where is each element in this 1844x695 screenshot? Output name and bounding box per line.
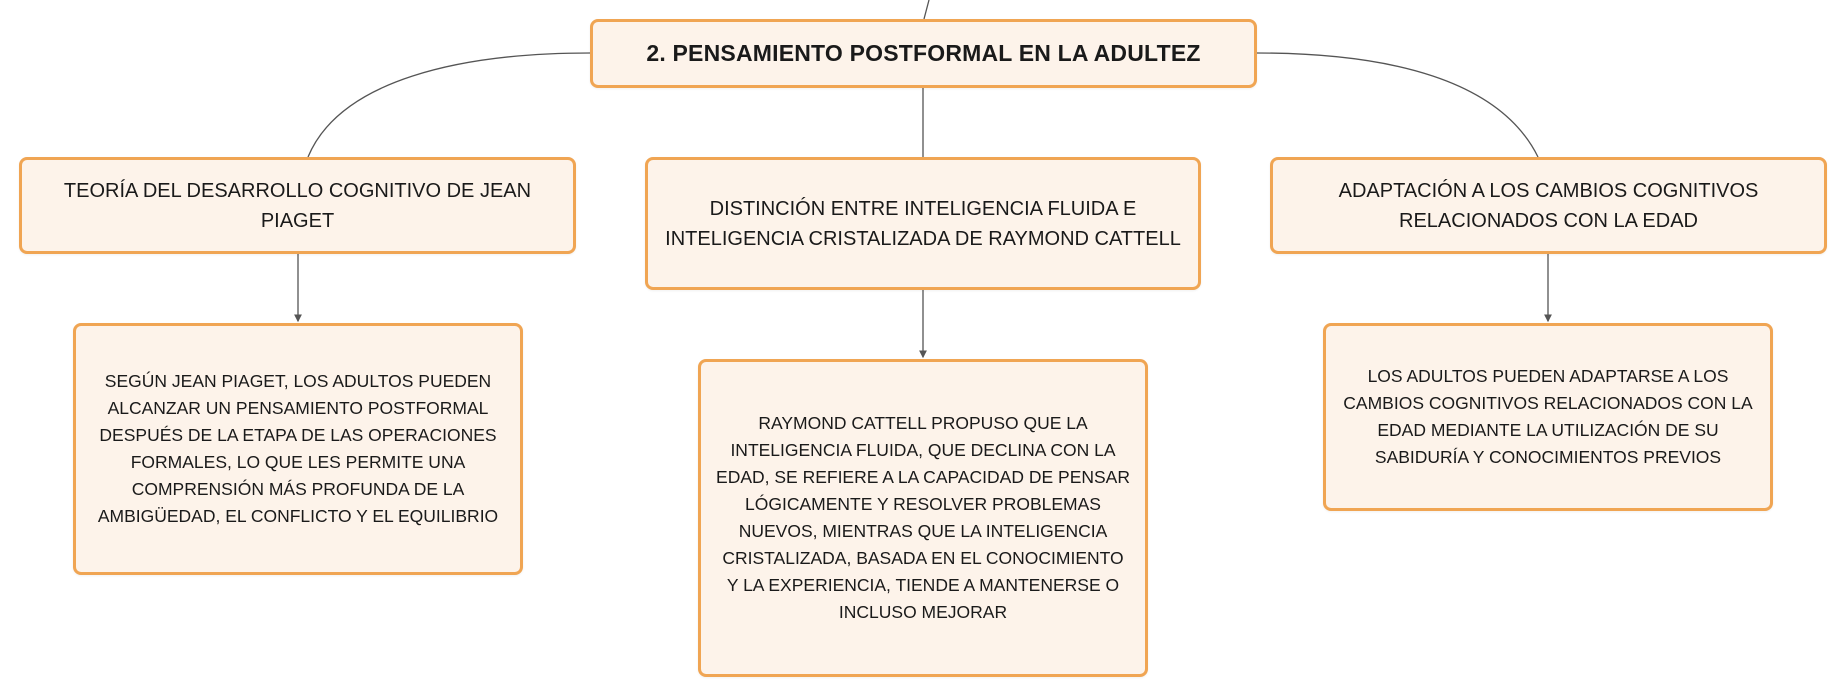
root-topic-label: 2. PENSAMIENTO POSTFORMAL EN LA ADULTEZ bbox=[646, 40, 1201, 66]
root-topic-node[interactable] bbox=[590, 19, 1257, 88]
leaf-text-adaptation: LOS ADULTOS PUEDEN ADAPTARSE A LOS CAMBIOS COGNITIVOS RELACIONADOS CON LA EDAD MEDIANTE LA UTILIZACIÓN DE SU SABIDURÍA Y CONOCIMIENTOS PREVIOS bbox=[1343, 366, 1753, 467]
branch-label-piaget: TEORÍA DEL DESARROLLO COGNITIVO DE JEAN PIAGET bbox=[63, 179, 532, 232]
connector-parent-to-root bbox=[924, 0, 929, 19]
leaf-node-adaptation-detail[interactable] bbox=[1323, 323, 1773, 511]
leaf-text-piaget: SEGÚN JEAN PIAGET, LOS ADULTOS PUEDEN ALCANZAR UN PENSAMIENTO POSTFORMAL DESPUÉS DE LA ETAPA DE LAS OPERACIONES FORMALES, LO QUE LES PERMITE UNA COMPRENSIÓN MÁS PROFUNDA DE LA AMBIGÜEDAD, EL CONFLICTO Y EL EQUILIBRIO bbox=[97, 371, 499, 526]
connector-root-to-branch-3 bbox=[1257, 53, 1538, 157]
branch-node-adaptation[interactable] bbox=[1270, 157, 1827, 254]
leaf-node-cattell-detail[interactable] bbox=[698, 359, 1148, 677]
leaf-text-cattell: RAYMOND CATTELL PROPUSO QUE LA INTELIGENCIA FLUIDA, QUE DECLINA CON LA EDAD, SE REFIERE A LA CAPACIDAD DE PENSAR LÓGICAMENTE Y RESOLVER PROBLEMAS NUEVOS, MIENTRAS QUE LA INTELIGENCIA CRISTALIZADA, BASADA EN EL CONOCIMIENTO Y LA EXPERIENCIA, TIENDE A MANTENERSE O INCLUSO MEJORAR bbox=[716, 413, 1130, 622]
branch-label-cattell: DISTINCIÓN ENTRE INTELIGENCIA FLUIDA E INTELIGENCIA CRISTALIZADA DE RAYMOND CATTELL bbox=[665, 197, 1181, 250]
branch-node-piaget[interactable] bbox=[19, 157, 576, 254]
branch-node-cattell[interactable] bbox=[645, 157, 1201, 290]
leaf-node-piaget-detail[interactable] bbox=[73, 323, 523, 575]
connector-root-to-branch-1 bbox=[308, 53, 590, 157]
branch-label-adaptation: ADAPTACIÓN A LOS CAMBIOS COGNITIVOS RELACIONADOS CON LA EDAD bbox=[1338, 179, 1759, 232]
